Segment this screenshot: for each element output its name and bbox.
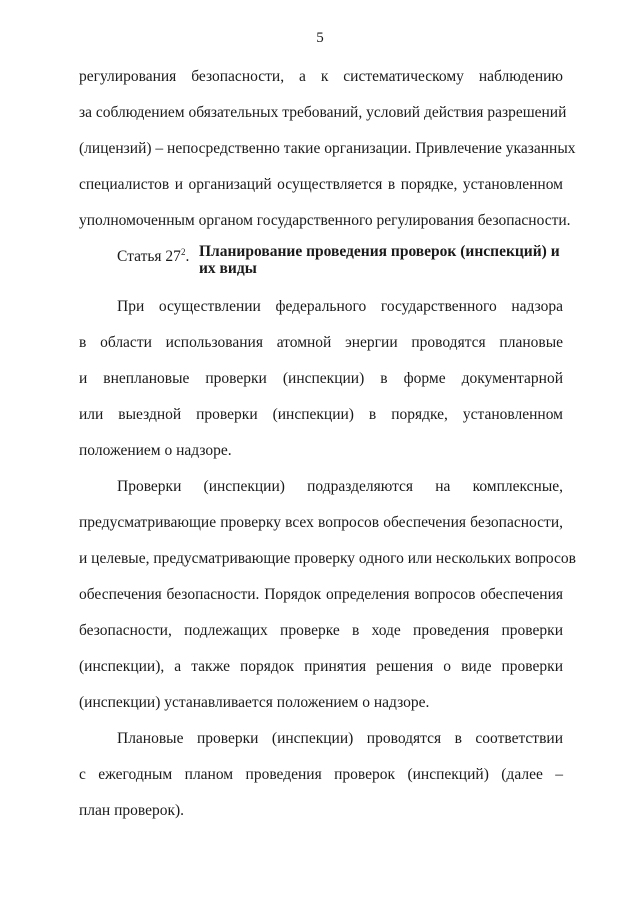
article-label-suffix: .: [185, 248, 190, 265]
text-line: (лицензий) – непосредственно такие организации. Привлечение указанных: [79, 140, 576, 157]
text-line: или выездной проверки (инспекции) в порядке, установленном: [79, 406, 563, 423]
paragraph-continuation: [79, 67, 576, 247]
text-line: положением о надзоре.: [79, 442, 232, 459]
text-line: уполномоченным органом государственного регулирования безопасности.: [79, 212, 571, 229]
page-number: 5: [316, 30, 324, 46]
text-line: При осуществлении федерального государственного надзора: [117, 298, 563, 315]
text-line: обеспечения безопасности. Порядок определения вопросов обеспечения: [79, 586, 563, 603]
text-line: с ежегодным планом проведения проверок (инспекций) (далее –: [79, 766, 563, 783]
article-heading: [79, 243, 563, 297]
text-line: Плановые проверки (инспекции) проводятся в соответствии: [117, 730, 563, 747]
text-line: регулирования безопасности, а к систематическому наблюдению: [79, 68, 563, 85]
paragraph: [79, 477, 576, 729]
text-line: предусматривающие проверку всех вопросов обеспечения безопасности,: [79, 514, 563, 531]
article-label-superscript: 2: [180, 247, 186, 257]
article-title: Планирование проведения проверок (инспекций) и их виды: [199, 243, 560, 277]
text-line: специалистов и организаций осуществляется в порядке, установленном: [79, 176, 563, 193]
article-label: [117, 243, 189, 266]
paragraph: [79, 729, 563, 837]
text-line: и целевые, предусматривающие проверку одного или нескольких вопросов: [79, 550, 576, 567]
paragraph: [79, 297, 563, 477]
text-line: план проверок).: [79, 802, 185, 819]
text-line: (инспекции), а также порядок принятия решения о виде проверки: [79, 658, 563, 675]
text-line: Проверки (инспекции) подразделяются на комплексные,: [117, 478, 563, 495]
article-label-text: Статья 27: [117, 248, 181, 265]
text-line: безопасности, подлежащих проверке в ходе проведения проверки: [79, 622, 563, 639]
text-line: в области использования атомной энергии проводятся плановые: [79, 334, 563, 351]
document-body: [79, 67, 576, 837]
text-line: (инспекции) устанавливается положением о надзоре.: [79, 694, 430, 711]
text-line: за соблюдением обязательных требований, условий действия разрешений: [79, 104, 567, 121]
text-line: и внеплановые проверки (инспекции) в форме документарной: [79, 370, 563, 387]
